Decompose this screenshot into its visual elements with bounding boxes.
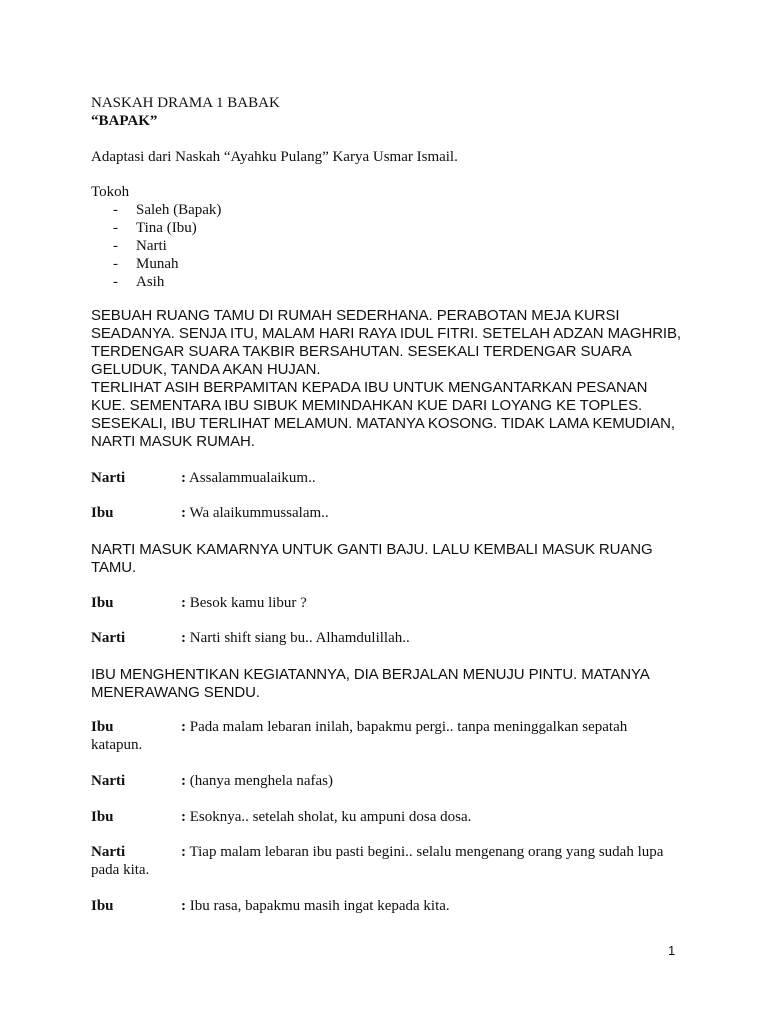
adaptation-note: Adaptasi dari Naskah “Ayahku Pulang” Karya Usmar Ismail. — [91, 149, 458, 165]
cast-heading: Tokoh — [91, 184, 130, 200]
list-dash: - — [113, 256, 118, 272]
cast-name: Narti — [136, 238, 167, 254]
dialogue-line — [91, 629, 681, 647]
stage-direction: IBU MENGHENTIKAN KEGIATANNYA, DIA BERJALAN MENUJU PINTU. MATANYA MENERAWANG SENDU. — [91, 666, 649, 701]
dialogue-line — [91, 469, 681, 487]
cast-list — [91, 201, 681, 291]
dialogue-text: Assalammualaikum.. — [188, 470, 316, 486]
speaker-colon: : — [181, 773, 186, 789]
dialogue-line — [91, 808, 681, 826]
speaker-name: Ibu — [91, 898, 114, 914]
speaker-colon: : — [181, 844, 186, 860]
dialogue-text: Wa alaikummussalam.. — [189, 505, 329, 521]
play-title: “BAPAK” — [91, 113, 158, 129]
speaker-name: Ibu — [91, 719, 114, 735]
dialogue-text: Ibu rasa, bapakmu masih ingat kepada kita. — [189, 898, 450, 914]
list-dash: - — [113, 238, 118, 254]
list-dash: - — [113, 220, 118, 236]
dialogue-line — [91, 897, 681, 915]
dialogue-line — [91, 504, 681, 522]
cast-name: Munah — [136, 256, 179, 272]
speaker-colon: : — [181, 719, 186, 735]
speaker-colon: : — [181, 630, 186, 646]
list-dash: - — [113, 274, 118, 290]
page-number: 1 — [668, 943, 676, 958]
cast-item — [91, 255, 681, 273]
speaker-name: Narti — [91, 773, 126, 789]
dialogue-line — [91, 843, 681, 879]
cast-item — [91, 201, 681, 219]
dialogue-line — [91, 594, 681, 612]
stage-direction: NARTI MASUK KAMARNYA UNTUK GANTI BAJU. LALU KEMBALI MASUK RUANG TAMU. — [91, 541, 653, 576]
list-dash: - — [113, 202, 118, 218]
dialogue-line — [91, 772, 681, 790]
dialogue-text: Esoknya.. setelah sholat, ku ampuni dosa dosa. — [189, 809, 472, 825]
dialogue-text: Tiap malam lebaran ibu pasti begini.. selalu mengenang orang yang sudah lupa pada kita. — [91, 844, 664, 878]
speaker-name: Ibu — [91, 505, 114, 521]
script-title: NASKAH DRAMA 1 BABAK — [91, 95, 280, 111]
dialogue-line — [91, 718, 681, 754]
dialogue-text: (hanya menghela nafas) — [189, 773, 334, 789]
dialogue-text: Besok kamu libur ? — [189, 595, 307, 611]
cast-name: Asih — [136, 274, 165, 290]
cast-name: Tina (Ibu) — [136, 220, 197, 236]
stage-direction: SEBUAH RUANG TAMU DI RUMAH SEDERHANA. PERABOTAN MEJA KURSI SEADANYA. SENJA ITU, MALAM HARI RAYA IDUL FITRI. SETELAH ADZAN MAGHRIB, TERDENGAR SUARA TAKBIR BERSAHUTAN. SESEKALI TERDENGAR SUARA GELUDUK, TANDA AKAN HUJAN. — [91, 307, 681, 378]
speaker-name: Narti — [91, 844, 126, 860]
speaker-colon: : — [181, 595, 186, 611]
dialogue-text: Pada malam lebaran inilah, bapakmu pergi.. tanpa meninggalkan sepatah katapun. — [91, 719, 628, 753]
speaker-name: Narti — [91, 630, 126, 646]
speaker-colon: : — [181, 898, 186, 914]
speaker-name: Ibu — [91, 595, 114, 611]
stage-direction: TERLIHAT ASIH BERPAMITAN KEPADA IBU UNTUK MENGANTARKAN PESANAN KUE. SEMENTARA IBU SIBUK MEMINDAHKAN KUE DARI LOYANG KE TOPLES. SESEKALI, IBU TERLIHAT MELAMUN. MATANYA KOSONG. TIDAK LAMA KEMUDIAN, NARTI MASUK RUMAH. — [91, 379, 675, 450]
speaker-colon: : — [181, 505, 186, 521]
speaker-name: Ibu — [91, 809, 114, 825]
dialogue-text: Narti shift siang bu.. Alhamdulillah.. — [189, 630, 410, 646]
cast-name: Saleh (Bapak) — [136, 202, 222, 218]
cast-item — [91, 237, 681, 255]
speaker-colon: : — [181, 809, 186, 825]
speaker-colon: : — [181, 470, 186, 486]
cast-item — [91, 219, 681, 237]
speaker-name: Narti — [91, 470, 126, 486]
cast-item — [91, 273, 681, 291]
